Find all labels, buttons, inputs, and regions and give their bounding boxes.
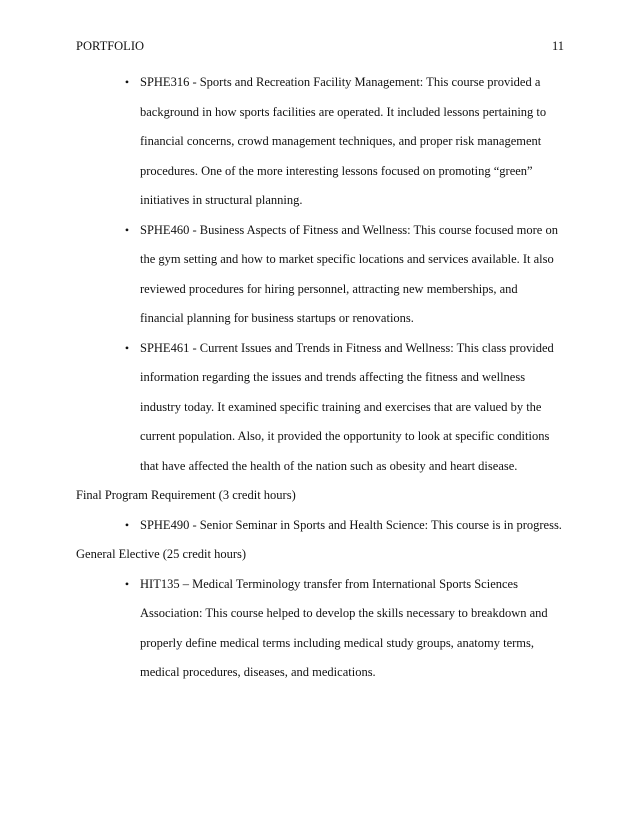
- list-item: [76, 570, 564, 688]
- final-program-heading: Final Program Requirement (3 credit hours): [76, 488, 296, 502]
- bullet-icon: •: [124, 222, 130, 237]
- bullet-icon: •: [124, 517, 130, 532]
- course-description: HIT135 – Medical Terminology transfer from International Sports Sciences Association: This course helped to develop the skills necessary to breakdown and properly define medical terms including medical study groups, anatomy terms, medical procedures, diseases, and medications.: [140, 576, 548, 679]
- list-item: [76, 68, 564, 216]
- page-content: [76, 68, 564, 688]
- bullet-icon: •: [124, 576, 130, 591]
- course-description: SPHE490 - Senior Seminar in Sports and Health Science: This course is in progress.: [140, 517, 562, 532]
- page-number: 11: [551, 39, 564, 53]
- bullet-icon: •: [124, 340, 130, 355]
- list-item: [76, 334, 564, 482]
- course-description: SPHE460 - Business Aspects of Fitness and Wellness: This course focused more on the gym setting and how to market specific locations and services available. It also reviewed procedures for hiring personnel, attracting new memberships, and financial planning for business startups or renovations.: [140, 222, 558, 325]
- page-header: [76, 36, 564, 56]
- course-description: SPHE461 - Current Issues and Trends in Fitness and Wellness: This class provided information regarding the issues and trends affecting the fitness and wellness industry today. It examined specific training and exercises that are valued by the current population. Also, it provided the opportunity to look at specific conditions that have affected the health of the nation such as obesity and heart disease.: [140, 340, 554, 473]
- list-item: [76, 216, 564, 334]
- course-description: SPHE316 - Sports and Recreation Facility Management: This course provided a background in how sports facilities are operated. It included lessons pertaining to financial concerns, crowd management techniques, and proper risk management procedures. One of the more interesting lessons focused on promoting “green” initiatives in structural planning.: [140, 75, 547, 207]
- bullet-icon: •: [124, 75, 130, 89]
- general-elective-heading: General Elective (25 credit hours): [76, 547, 247, 561]
- running-head: PORTFOLIO: [76, 39, 145, 53]
- list-item: [76, 511, 564, 541]
